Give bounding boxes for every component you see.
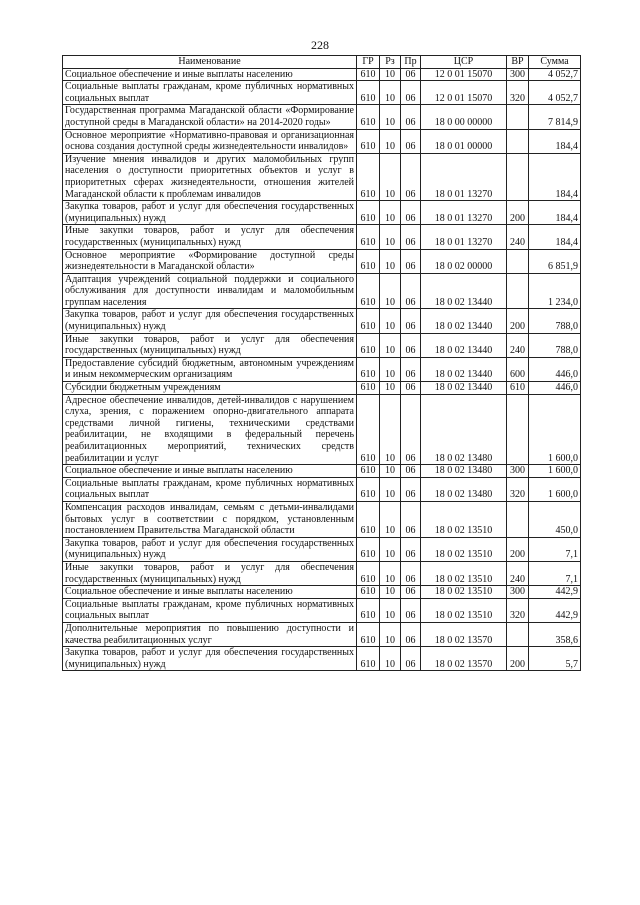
row-gr: 610 bbox=[357, 501, 380, 537]
row-sum: 7 814,9 bbox=[529, 105, 581, 129]
row-name: Социальные выплаты гражданам, кроме публичных нормативных социальных выплат bbox=[63, 598, 357, 622]
row-pr: 06 bbox=[401, 477, 421, 501]
row-gr: 610 bbox=[357, 394, 380, 465]
row-vr: 600 bbox=[507, 357, 529, 381]
row-rz: 10 bbox=[380, 598, 401, 622]
row-vr bbox=[507, 394, 529, 465]
row-vr: 200 bbox=[507, 537, 529, 561]
row-name: Предоставление субсидий бюджетным, автономным учреждениям и иным некоммерческим организациям bbox=[63, 357, 357, 381]
row-pr: 06 bbox=[401, 394, 421, 465]
row-vr: 200 bbox=[507, 647, 529, 671]
row-sum: 450,0 bbox=[529, 501, 581, 537]
row-name: Социальное обеспечение и иные выплаты населению bbox=[63, 465, 357, 478]
row-rz: 10 bbox=[380, 309, 401, 333]
row-sum: 1 600,0 bbox=[529, 394, 581, 465]
row-pr: 06 bbox=[401, 201, 421, 225]
row-csr: 12 0 01 15070 bbox=[421, 68, 507, 81]
row-vr: 300 bbox=[507, 586, 529, 599]
row-csr: 18 0 02 13570 bbox=[421, 647, 507, 671]
row-pr: 06 bbox=[401, 622, 421, 646]
row-csr: 12 0 01 15070 bbox=[421, 81, 507, 105]
row-gr: 610 bbox=[357, 333, 380, 357]
row-vr: 300 bbox=[507, 68, 529, 81]
row-csr: 18 0 00 00000 bbox=[421, 105, 507, 129]
table-row bbox=[63, 357, 581, 381]
row-name: Иные закупки товаров, работ и услуг для обеспечения государственных (муниципальных) нужд bbox=[63, 225, 357, 249]
row-pr: 06 bbox=[401, 501, 421, 537]
row-vr: 320 bbox=[507, 477, 529, 501]
row-sum: 442,9 bbox=[529, 586, 581, 599]
row-rz: 10 bbox=[380, 465, 401, 478]
row-rz: 10 bbox=[380, 249, 401, 273]
row-pr: 06 bbox=[401, 225, 421, 249]
header-csr: ЦСР bbox=[421, 56, 507, 69]
row-gr: 610 bbox=[357, 357, 380, 381]
row-gr: 610 bbox=[357, 201, 380, 225]
row-vr: 320 bbox=[507, 81, 529, 105]
row-csr: 18 0 02 00000 bbox=[421, 249, 507, 273]
row-vr: 240 bbox=[507, 561, 529, 585]
row-sum: 4 052,7 bbox=[529, 81, 581, 105]
row-rz: 10 bbox=[380, 68, 401, 81]
row-sum: 184,4 bbox=[529, 153, 581, 200]
row-gr: 610 bbox=[357, 537, 380, 561]
row-rz: 10 bbox=[380, 201, 401, 225]
row-sum: 1 600,0 bbox=[529, 465, 581, 478]
row-vr: 240 bbox=[507, 225, 529, 249]
row-sum: 358,6 bbox=[529, 622, 581, 646]
row-name: Изучение мнения инвалидов и других маломобильных групп населения о доступности приоритетных объектов и услуг в приоритетных сферах жизнедеятельности, отношения жителей Магаданской области к проблемам инвалидов bbox=[63, 153, 357, 200]
row-pr: 06 bbox=[401, 465, 421, 478]
row-pr: 06 bbox=[401, 309, 421, 333]
row-name: Государственная программа Магаданской области «Формирование доступной среды в Магаданской области» на 2014-2020 годы» bbox=[63, 105, 357, 129]
row-gr: 610 bbox=[357, 81, 380, 105]
row-sum: 788,0 bbox=[529, 309, 581, 333]
table-row bbox=[63, 105, 581, 129]
row-rz: 10 bbox=[380, 382, 401, 395]
row-vr bbox=[507, 129, 529, 153]
row-name: Социальные выплаты гражданам, кроме публичных нормативных социальных выплат bbox=[63, 477, 357, 501]
row-name: Иные закупки товаров, работ и услуг для обеспечения государственных (муниципальных) нужд bbox=[63, 333, 357, 357]
row-vr bbox=[507, 501, 529, 537]
row-pr: 06 bbox=[401, 333, 421, 357]
row-rz: 10 bbox=[380, 394, 401, 465]
row-sum: 184,4 bbox=[529, 129, 581, 153]
row-name: Дополнительные мероприятия по повышению доступности и качества реабилитационных услуг bbox=[63, 622, 357, 646]
row-gr: 610 bbox=[357, 309, 380, 333]
row-csr: 18 0 01 13270 bbox=[421, 153, 507, 200]
row-csr: 18 0 02 13440 bbox=[421, 333, 507, 357]
budget-table bbox=[62, 55, 581, 671]
table-row bbox=[63, 68, 581, 81]
row-csr: 18 0 02 13440 bbox=[421, 273, 507, 309]
row-vr: 200 bbox=[507, 309, 529, 333]
table-row bbox=[63, 465, 581, 478]
row-csr: 18 0 02 13480 bbox=[421, 477, 507, 501]
row-name: Социальное обеспечение и иные выплаты населению bbox=[63, 68, 357, 81]
row-vr bbox=[507, 105, 529, 129]
row-csr: 18 0 01 13270 bbox=[421, 201, 507, 225]
row-pr: 06 bbox=[401, 647, 421, 671]
row-name: Основное мероприятие «Формирование доступной среды жизнедеятельности в Магаданской области» bbox=[63, 249, 357, 273]
table-row bbox=[63, 598, 581, 622]
row-rz: 10 bbox=[380, 501, 401, 537]
row-name: Социальные выплаты гражданам, кроме публичных нормативных социальных выплат bbox=[63, 81, 357, 105]
row-gr: 610 bbox=[357, 382, 380, 395]
header-rz: Рз bbox=[380, 56, 401, 69]
row-sum: 446,0 bbox=[529, 357, 581, 381]
row-rz: 10 bbox=[380, 333, 401, 357]
header-gr: ГР bbox=[357, 56, 380, 69]
row-sum: 6 851,9 bbox=[529, 249, 581, 273]
row-sum: 442,9 bbox=[529, 598, 581, 622]
table-row bbox=[63, 394, 581, 465]
table-row bbox=[63, 382, 581, 395]
row-csr: 18 0 01 13270 bbox=[421, 225, 507, 249]
row-name: Закупка товаров, работ и услуг для обеспечения государственных (муниципальных) нужд bbox=[63, 537, 357, 561]
row-vr bbox=[507, 249, 529, 273]
row-gr: 610 bbox=[357, 225, 380, 249]
row-gr: 610 bbox=[357, 465, 380, 478]
row-gr: 610 bbox=[357, 586, 380, 599]
row-gr: 610 bbox=[357, 153, 380, 200]
row-pr: 06 bbox=[401, 249, 421, 273]
row-pr: 06 bbox=[401, 105, 421, 129]
row-gr: 610 bbox=[357, 647, 380, 671]
row-rz: 10 bbox=[380, 273, 401, 309]
table-row bbox=[63, 249, 581, 273]
row-csr: 18 0 02 13510 bbox=[421, 598, 507, 622]
table-row bbox=[63, 153, 581, 200]
row-rz: 10 bbox=[380, 81, 401, 105]
row-pr: 06 bbox=[401, 153, 421, 200]
header-pr: Пр bbox=[401, 56, 421, 69]
row-name: Социальное обеспечение и иные выплаты населению bbox=[63, 586, 357, 599]
row-pr: 06 bbox=[401, 81, 421, 105]
row-csr: 18 0 02 13510 bbox=[421, 561, 507, 585]
row-csr: 18 0 02 13480 bbox=[421, 465, 507, 478]
row-csr: 18 0 02 13480 bbox=[421, 394, 507, 465]
row-csr: 18 0 02 13570 bbox=[421, 622, 507, 646]
row-gr: 610 bbox=[357, 561, 380, 585]
table-row bbox=[63, 537, 581, 561]
row-name: Субсидии бюджетным учреждениям bbox=[63, 382, 357, 395]
row-rz: 10 bbox=[380, 622, 401, 646]
row-sum: 184,4 bbox=[529, 201, 581, 225]
row-name: Закупка товаров, работ и услуг для обеспечения государственных (муниципальных) нужд bbox=[63, 309, 357, 333]
row-rz: 10 bbox=[380, 647, 401, 671]
row-sum: 446,0 bbox=[529, 382, 581, 395]
row-sum: 4 052,7 bbox=[529, 68, 581, 81]
row-name: Основное мероприятие «Нормативно-правовая и организационная основа создания доступной среды жизнедеятельности инвалидов» bbox=[63, 129, 357, 153]
row-rz: 10 bbox=[380, 225, 401, 249]
row-sum: 1 600,0 bbox=[529, 477, 581, 501]
row-name: Закупка товаров, работ и услуг для обеспечения государственных (муниципальных) нужд bbox=[63, 647, 357, 671]
row-rz: 10 bbox=[380, 357, 401, 381]
row-gr: 610 bbox=[357, 68, 380, 81]
table-row bbox=[63, 225, 581, 249]
table-row bbox=[63, 501, 581, 537]
row-sum: 1 234,0 bbox=[529, 273, 581, 309]
row-gr: 610 bbox=[357, 273, 380, 309]
row-pr: 06 bbox=[401, 273, 421, 309]
page-number: 228 bbox=[311, 38, 329, 52]
row-csr: 18 0 02 13510 bbox=[421, 586, 507, 599]
row-name: Адаптация учреждений социальной поддержки и социального обслуживания для доступности инвалидам и маломобильным группам населения bbox=[63, 273, 357, 309]
row-gr: 610 bbox=[357, 129, 380, 153]
row-vr: 300 bbox=[507, 465, 529, 478]
row-csr: 18 0 02 13440 bbox=[421, 309, 507, 333]
row-name: Компенсация расходов инвалидам, семьям с детьми-инвалидами бытовых услуг в соответствии с порядком, установленным постановлением Правительства Магаданской области bbox=[63, 501, 357, 537]
row-pr: 06 bbox=[401, 598, 421, 622]
row-vr bbox=[507, 273, 529, 309]
table-row bbox=[63, 622, 581, 646]
row-csr: 18 0 01 00000 bbox=[421, 129, 507, 153]
row-csr: 18 0 02 13440 bbox=[421, 357, 507, 381]
row-vr: 320 bbox=[507, 598, 529, 622]
table-row bbox=[63, 81, 581, 105]
row-pr: 06 bbox=[401, 586, 421, 599]
row-csr: 18 0 02 13510 bbox=[421, 537, 507, 561]
row-sum: 7,1 bbox=[529, 537, 581, 561]
table-row bbox=[63, 201, 581, 225]
row-pr: 06 bbox=[401, 68, 421, 81]
table-row bbox=[63, 647, 581, 671]
row-name: Закупка товаров, работ и услуг для обеспечения государственных (муниципальных) нужд bbox=[63, 201, 357, 225]
header-row bbox=[63, 56, 581, 69]
row-rz: 10 bbox=[380, 105, 401, 129]
row-gr: 610 bbox=[357, 598, 380, 622]
row-rz: 10 bbox=[380, 537, 401, 561]
header-vr: ВР bbox=[507, 56, 529, 69]
row-vr: 240 bbox=[507, 333, 529, 357]
row-vr bbox=[507, 622, 529, 646]
row-rz: 10 bbox=[380, 561, 401, 585]
table-row bbox=[63, 309, 581, 333]
row-gr: 610 bbox=[357, 477, 380, 501]
row-gr: 610 bbox=[357, 105, 380, 129]
table-row bbox=[63, 273, 581, 309]
row-vr: 200 bbox=[507, 201, 529, 225]
table-row bbox=[63, 129, 581, 153]
row-pr: 06 bbox=[401, 537, 421, 561]
row-pr: 06 bbox=[401, 561, 421, 585]
row-pr: 06 bbox=[401, 357, 421, 381]
table-row bbox=[63, 586, 581, 599]
row-gr: 610 bbox=[357, 622, 380, 646]
row-gr: 610 bbox=[357, 249, 380, 273]
row-sum: 788,0 bbox=[529, 333, 581, 357]
row-rz: 10 bbox=[380, 586, 401, 599]
row-vr bbox=[507, 153, 529, 200]
row-name: Иные закупки товаров, работ и услуг для обеспечения государственных (муниципальных) нужд bbox=[63, 561, 357, 585]
row-sum: 7,1 bbox=[529, 561, 581, 585]
table-body bbox=[63, 68, 581, 671]
row-rz: 10 bbox=[380, 129, 401, 153]
row-csr: 18 0 02 13440 bbox=[421, 382, 507, 395]
row-rz: 10 bbox=[380, 477, 401, 501]
row-vr: 610 bbox=[507, 382, 529, 395]
table-row bbox=[63, 561, 581, 585]
row-rz: 10 bbox=[380, 153, 401, 200]
row-csr: 18 0 02 13510 bbox=[421, 501, 507, 537]
header-sum: Сумма bbox=[529, 56, 581, 69]
header-name: Наименование bbox=[63, 56, 357, 69]
row-name: Адресное обеспечение инвалидов, детей-инвалидов с нарушением слуха, зрения, с поражением опорно-двигательного аппарата средствами личной гигиены, техническими средствами реабилитации, не входящими в федеральный перечень реабилитационных мероприятий, технических средств реабилитации и услуг bbox=[63, 394, 357, 465]
row-pr: 06 bbox=[401, 129, 421, 153]
row-sum: 5,7 bbox=[529, 647, 581, 671]
row-pr: 06 bbox=[401, 382, 421, 395]
table-row bbox=[63, 333, 581, 357]
table-header bbox=[63, 56, 581, 69]
row-sum: 184,4 bbox=[529, 225, 581, 249]
table-row bbox=[63, 477, 581, 501]
